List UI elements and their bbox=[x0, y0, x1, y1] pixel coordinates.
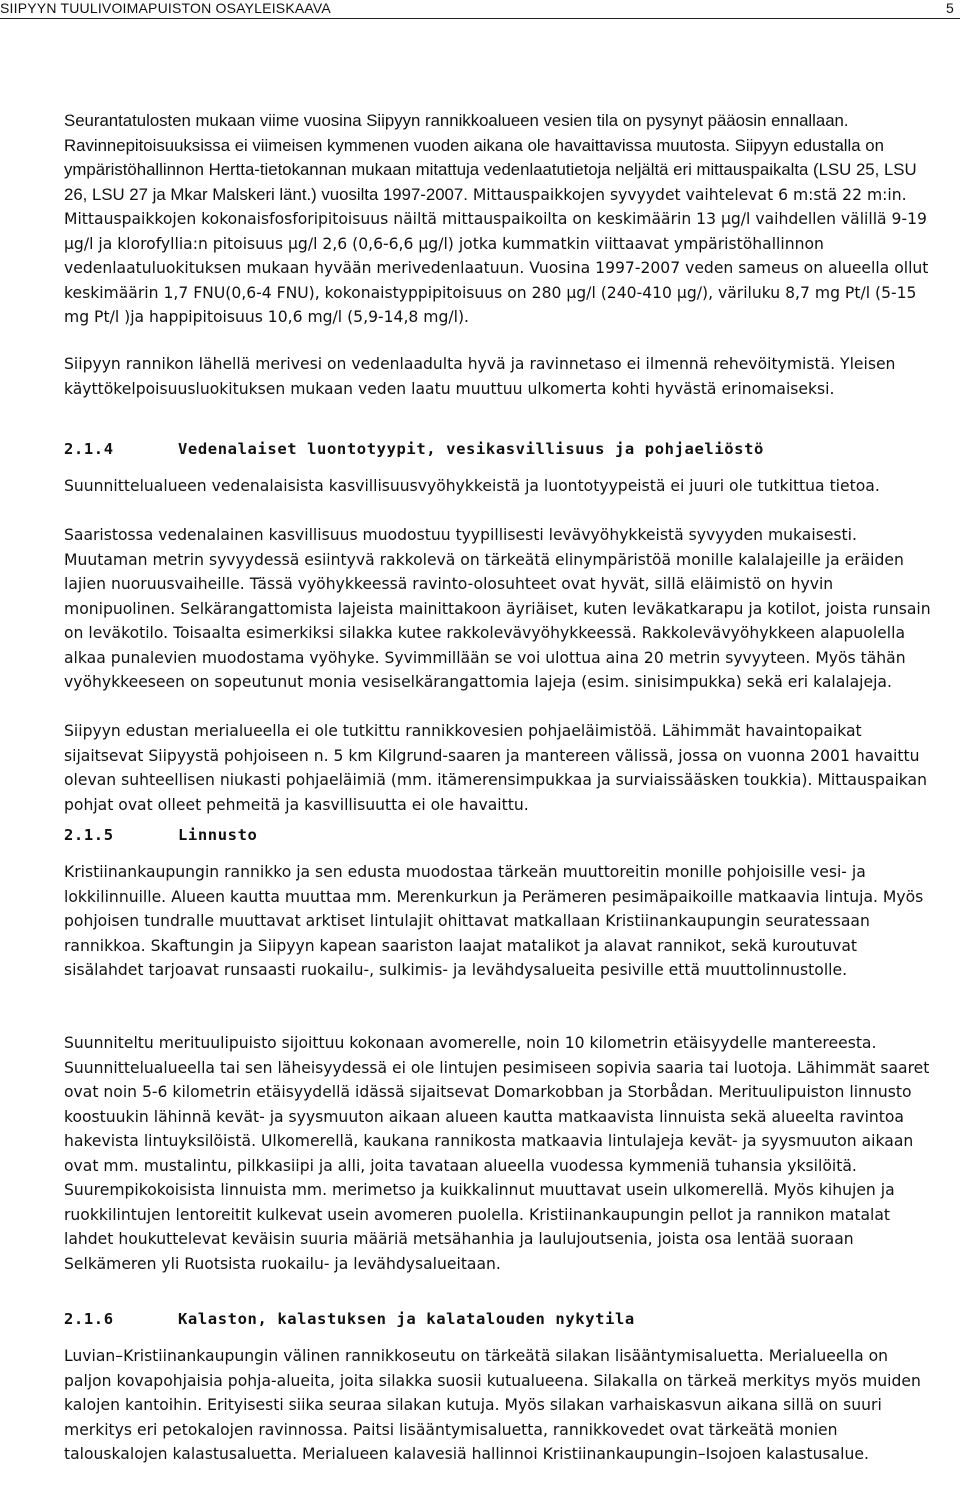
paragraph-underwater-intro: Suunnittelualueen vedenalaisista kasvillisuusvyöhykkeistä ja luontotyypeistä ei juuri ole tutkittua tietoa. bbox=[64, 477, 880, 495]
section-title: Vedenalaiset luontotyypit, vesikasvillisuus ja pohjaeliöstö bbox=[178, 440, 764, 458]
section-heading-2-1-5 bbox=[64, 826, 257, 844]
header-rule bbox=[0, 18, 960, 19]
paragraph-fisheries: Luvian–Kristiinankaupungin välinen rannikkoseutu on tärkeätä silakan lisääntymisaluetta. Merialueella on paljon kovapohjaisia pohja-alueita, joita silakka suosii kutualueena. Silakalla on tärkeä merkitys myös muiden kalojen kantoihin. Erityisesti siika seuraa silakan kutuja. Myös silakan varhaiskasvun aikana sillä on suuri merkitys eri petokalojen ravinnossa. Paitsi lisääntymisaluetta, rannikkovedet ovat tärkeätä monien talouskalojen kalastusaluetta. Merialueen kalavesiä hallinnoi Kristiinankaupungin–Isojoen kalastusalue. bbox=[64, 1347, 921, 1463]
paragraph-water-quality-part1: Seurantatulosten mukaan viime vuosina Siipyyn rannikkoalueen vesien tila on pysynyt pääosin ennallaan. Ravinnepitoisuuksissa ei viimeisen kymmenen vuoden aikana ole havaittavissa muutosta. Siipyyn edustalla on ympäristöhallinnon Hertta-tietokannan mukaan mitattuja vedenlaatutietoja neljältä eri mittauspaikalta (LSU 25, LSU 26, LSU 27 ja Mkar Malskeri länt.) vuosilta 1997-2007. bbox=[64, 111, 917, 204]
paragraph-bird-migration: Kristiinankaupungin rannikko ja sen edusta muodostaa tärkeän muuttoreitin monille pohjoisille vesi- ja lokkilinnuille. Alueen kautta muuttaa mm. Merenkurkun ja Perämeren pesimäpaikoille matkaavia lintuja. Myös pohjoisen tundralle muuttavat arktiset lintulajit ohittavat matkallaan Kristiinankaupungin seuratessaan rannikkoa. Skaftungin ja Siipyyn kapean saariston laajat matalikot ja alavat rannikot, sekä kuroutuvat sisälahdet tarjoavat runsaasti ruokailu-, sulkimis- ja levähdysalueita pesiville että muuttolinnustolle. bbox=[64, 863, 924, 979]
paragraph-nutrients: Siipyyn rannikon lähellä merivesi on vedenlaadulta hyvä ja ravinnetaso ei ilmennä rehevöitymistä. Yleisen käyttökelpoisuusluokituksen mukaan veden laatu muuttuu ulkomerta kohti hyvästä erinomaiseksi. bbox=[64, 355, 896, 398]
paragraph-water-quality-part2: Mittauspaikkojen syvyydet vaihtelevat 6 m:stä 22 m:in. Mittauspaikkojen kokonaisfosforipitoisuus näiltä mittauspaikoilta on keskimäärin 13 µg/l vaihdellen välillä 9-19 µg/l ja klorofyllia:n pitoisuus µg/l 2,6 (0,6-6,6 µg/l) jotka kummatkin viittaavat ympäristöhallinnon vedenlaatuluokituksen mukaan hyvään merivedenlaatuun. Vuosina 1997-2007 veden sameus on alueella ollut keskimäärin 1,7 FNU(0,6-4 FNU), kokonaistyppipitoisuus on 280 µg/l (240-410 µg/), väriluku 8,7 mg Pt/l (5-15 mg Pt/l )ja happipitoisuus 10,6 mg/l (5,9-14,8 mg/l). bbox=[64, 185, 929, 326]
paragraph-water-quality bbox=[64, 109, 936, 330]
header-title: SIIPYYN TUULIVOIMAPUISTON OSAYLEISKAAVA bbox=[0, 0, 331, 16]
paragraph-vegetation-zones: Saaristossa vedenalainen kasvillisuus muodostuu tyypillisesti levävyöhykkeistä syvyyden mukaisesti. Muutaman metrin syvyydessä esiintyvä rakkolevä on tärkeätä elinympäristöä monille kalalajeille ja eräiden lajien nuoruusvaiheille. Tässä vyöhykkeessä ravinto-olosuhteet ovat hyvät, sillä eläimistö on hyvin monipuolinen. Selkärangattomista lajeista mainittakoon äyriäiset, kuten leväkatkarapu ja kotilot, joista runsain on leväkotilo. Toisaalta esimerkiksi silakka kutee rakkolevävyöhykkeessä. Rakkolevävyöhykkeen alapuolella alkaa punalevien muodostama vyöhyke. Syvimmillään se voi ulottua aina 20 metrin syvyyteen. Myös tähän vyöhykkeeseen on sopeutunut monia vesiselkärangattomia lajeja (esim. sinisimpukka) sekä eri kalalajeja. bbox=[64, 526, 931, 691]
section-number: 2.1.6 bbox=[64, 1310, 114, 1328]
section-heading-2-1-4 bbox=[64, 440, 764, 458]
page-number: 5 bbox=[946, 0, 954, 16]
section-number: 2.1.4 bbox=[64, 440, 114, 458]
section-title: Kalaston, kalastuksen ja kalatalouden nykytila bbox=[178, 1310, 635, 1328]
section-number: 2.1.5 bbox=[64, 826, 114, 844]
paragraph-offshore-birds: Suunniteltu merituulipuisto sijoittuu kokonaan avomerelle, noin 10 kilometrin etäisyydelle mantereesta. Suunnittelualueella tai sen läheisyydessä ei ole lintujen pesimiseen sopivia saaria tai luotoja. Lähimmät saaret ovat noin 5-6 kilometrin etäisyydellä idässä sijaitsevat Domarkobban ja Storbådan. Merituulipuiston linnusto koostuukin lähinnä kevät- ja syysmuuton aikaan alueen kautta matkaavista linnuista sekä alueelta ravintoa hakevista lintuyksilöistä. Ulkomerellä, kaukana rannikosta matkaavia lintulajeja kevät- ja syysmuuton aikaan ovat mm. mustalintu, pilkkasiipi ja alli, joita tavataan alueella vuodessa kymmeniä tuhansia yksilöitä. Suurempikokoisista linnuista mm. merimetso ja kuikkalinnut muuttavat usein ulkomerellä. Myös kihujen ja ruokkilintujen lentoreitit kulkevat usein avomeren puolella. Kristiinankaupungin pellot ja rannikon matalat lahdet houkuttelevat keväisin suuria määriä metsähanhia ja laulujoutsenia, joista osa lentää suoraan Selkämeren yli Ruotsista ruokailu- ja levähdysalueitaan. bbox=[64, 1034, 930, 1273]
paragraph-benthic-fauna: Siipyyn edustan merialueella ei ole tutkittu rannikkovesien pohjaeläimistöä. Lähimmät havaintopaikat sijaitsevat Siipyystä pohjoiseen n. 5 km Kilgrund-saaren ja mantereen välissä, jossa on vuonna 2001 havaittu olevan suhteellisen niukasti pohjaeläimiä (mm. itämerensimpukkaa ja surviaissääsken toukkia). Mittauspaikan pohjat ovat olleet pehmeitä ja kasvillisuutta ei ole havaittu. bbox=[64, 722, 927, 814]
section-title: Linnusto bbox=[178, 826, 258, 844]
section-heading-2-1-6 bbox=[64, 1310, 635, 1328]
